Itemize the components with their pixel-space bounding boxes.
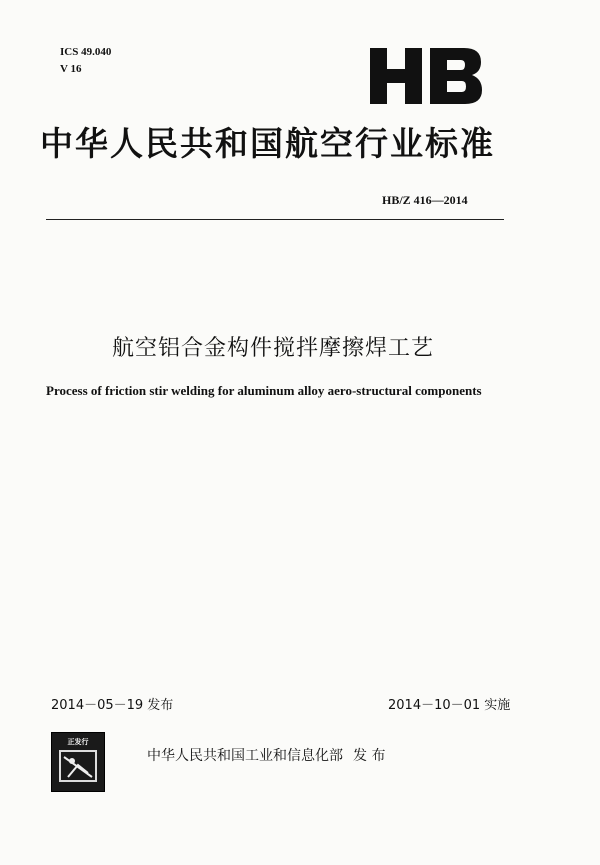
- standard-category-title: 中华人民共和国航空行业标准: [40, 124, 495, 163]
- publisher-suffix: 发 布: [353, 748, 386, 764]
- implementation-date: 2014－10－01 实施: [388, 698, 511, 713]
- header-divider: [46, 219, 504, 220]
- classification-codes: [60, 44, 111, 78]
- logo-text: HB: [370, 48, 372, 49]
- document-title-cn: 航空铝合金构件搅拌摩擦焊工艺: [112, 336, 435, 361]
- standard-number: HB/Z 416—2014: [382, 193, 468, 207]
- issue-date: 2014－05－19 发布: [51, 698, 174, 713]
- stamp-label: 正发行: [67, 738, 89, 746]
- ccs-code: V 16: [60, 63, 82, 75]
- ics-code: ICS 49.040: [60, 46, 112, 58]
- stamp-emblem-icon: [58, 749, 98, 785]
- hb-logo: [370, 48, 482, 104]
- publisher-name: 中华人民共和国工业和信息化部: [147, 748, 343, 764]
- distribution-stamp: [51, 732, 105, 792]
- publisher-line: [147, 745, 385, 765]
- document-title-en: Process of friction stir welding for aluminum alloy aero-structural components: [46, 383, 482, 398]
